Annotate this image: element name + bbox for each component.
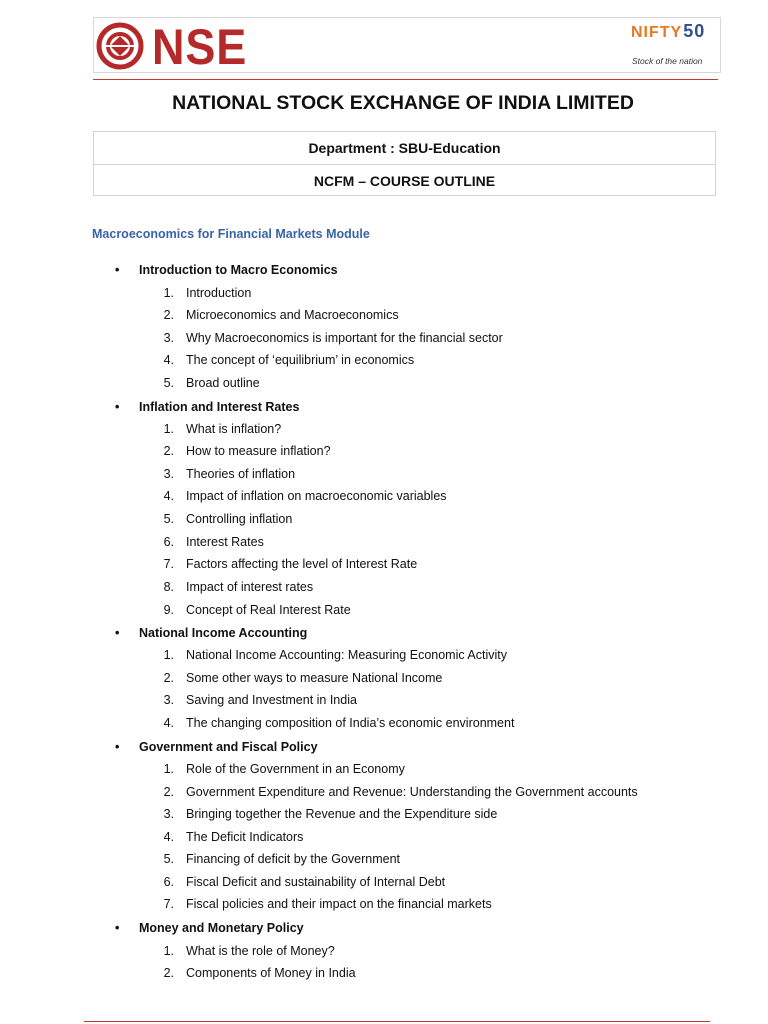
department-table	[93, 131, 716, 196]
bullet-icon: •	[115, 740, 120, 754]
section-heading: • Money and Monetary Policy	[115, 921, 304, 935]
page-title: NATIONAL STOCK EXCHANGE OF INDIA LIMITED	[172, 92, 634, 114]
section-heading: • Government and Fiscal Policy	[115, 740, 318, 754]
course-outline-label: NCFM – COURSE OUTLINE	[94, 164, 715, 197]
section-heading: • Introduction to Macro Economics	[115, 263, 338, 277]
bullet-icon: •	[115, 400, 120, 414]
bullet-icon: •	[115, 263, 120, 277]
section-heading: • Inflation and Interest Rates	[115, 400, 300, 414]
bullet-icon: •	[115, 921, 120, 935]
header-rule	[93, 79, 718, 80]
nifty-tagline: Stock of the nation	[632, 56, 703, 66]
nifty-logo-text: NIFTY50	[631, 21, 706, 41]
nse-emblem-icon	[94, 22, 146, 70]
footer-rule	[84, 1021, 710, 1022]
department-label: Department : SBU-Education	[308, 140, 501, 156]
nifty-number: 50	[683, 21, 706, 41]
bullet-icon: •	[115, 626, 120, 640]
nse-logo-text: NSE	[152, 19, 248, 75]
section-heading: • National Income Accounting	[115, 626, 308, 640]
module-title: Macroeconomics for Financial Markets Module	[92, 227, 370, 241]
